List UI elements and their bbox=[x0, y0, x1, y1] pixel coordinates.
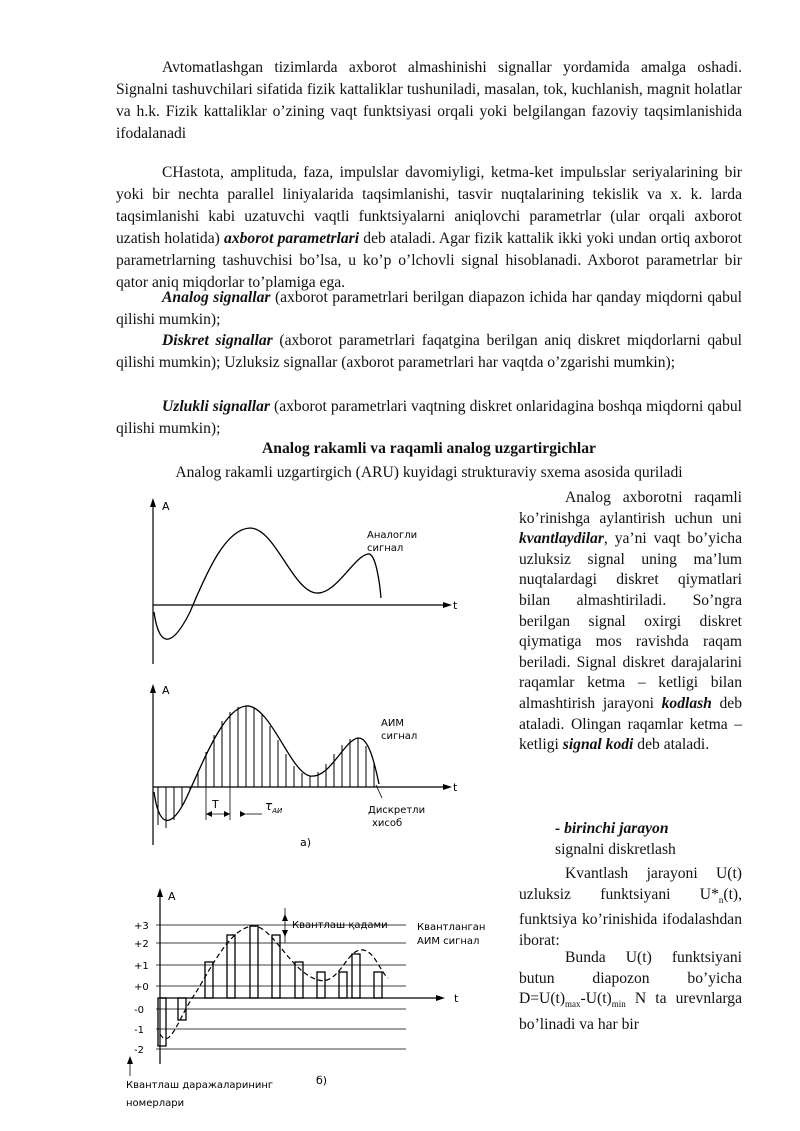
right-text-4m: -U(t) bbox=[580, 990, 612, 1008]
quantized-bar bbox=[158, 998, 166, 1046]
quantized-bar bbox=[339, 972, 347, 998]
step-arrow-up bbox=[282, 914, 288, 921]
right-text-1b: , ya’ni vaqt bo’yicha uzluksiz signal uning ma’lum nuqtalardagi diskret qiymatlari bilan almashtiriladi. So’ngra berilgan signal oxirgi diskret qiymatiga mos ravishda raqam beriladi. Signal diskret darajalarini raqamlar ketma – ketligi bilan almashtirish jarayoni bbox=[519, 530, 742, 712]
x-axis-label: t bbox=[453, 599, 458, 612]
period-arrowhead-right bbox=[224, 811, 230, 817]
term-birinchi-jarayon: birinchi jarayon bbox=[564, 820, 669, 837]
paragraph-parameters-text-a: CHastota, amplituda, faza, impulslar davomiyligi, ketma-ket impulьslar seriyalarining bir yoki bir nechta parallel liniyalarida taqsimlanishi, tasvir nuqtalarining tekislik va x. k. larda taqsimlanishi kabi uzatuvchi vaqtli funktsiyalarni aniqlovchi parametrlar (ular orqali axborot uzatish holatida) bbox=[116, 164, 742, 247]
level-label: +1 bbox=[134, 961, 149, 972]
right-text-4b: N ta urevnlarga bo’linadi va har bir bbox=[519, 990, 743, 1033]
x-axis-label: t bbox=[454, 992, 459, 1005]
quantized-bar bbox=[317, 972, 325, 998]
right-first-process bbox=[519, 819, 742, 860]
analog-signal-curve bbox=[154, 528, 381, 639]
tau-symbol: τ bbox=[265, 799, 273, 813]
step-arrow-down bbox=[282, 930, 288, 937]
dash: - bbox=[555, 820, 561, 837]
right-sub-n: n bbox=[718, 894, 724, 905]
right-text-2: signalni diskretlash bbox=[555, 840, 676, 858]
y-axis-label: A bbox=[162, 500, 170, 513]
period-arrowhead-left bbox=[206, 811, 212, 817]
paragraph-uzlukli bbox=[116, 396, 742, 440]
paragraph-intro: Avtomatlashgan tizimlarda axborot almashinishi signallar yordamida amalga oshadi. Signalni tashuvchilari sifatida fizik kattaliklar tushuniladi, masalan, tok, kuchlanish, magnit holatlar va h.k. Fizik kattaliklar o’zining vaqt funktsiyasi orqali yoki belgilangan fazoviy taqsimlanishida ifodalanadi bbox=[116, 59, 742, 142]
quantized-bar bbox=[205, 962, 213, 998]
level-label: -0 bbox=[134, 1005, 144, 1016]
right-text-1a: Analog axborotni raqamli ko’rinishga aylantirish uchun uni bbox=[519, 489, 742, 527]
quantized-label-2: АИМ сигнал bbox=[417, 936, 480, 947]
paragraph-diskret-text: (axborot parametrlari faqatgina berilgan aniq diskret miqdorlarni qabul qilishi mumkin); Uzluksiz signallar (axborot parametrlari har vaqtda o’zgarishi mumkin); bbox=[116, 332, 742, 371]
figure-analog-svg bbox=[120, 494, 480, 674]
step-label: Квантлаш қадами bbox=[292, 920, 388, 931]
levels-caption-1: Квантлаш даражаларининг bbox=[126, 1080, 274, 1091]
quantized-bar bbox=[352, 954, 360, 998]
levels-caption-2: номерлари bbox=[126, 1098, 185, 1109]
paragraph-analog-text: (axborot parametrlari berilgan diapazon ichida har qanday miqdorni qabul qilishi mumkin); bbox=[116, 289, 742, 328]
levels-pointer-arrow bbox=[127, 1056, 133, 1064]
y-axis-label: A bbox=[168, 890, 176, 903]
section-heading: Analog rakamli va raqamli analog uzgartirgichlar bbox=[262, 440, 596, 457]
discrete-label-1: Дискретли bbox=[368, 805, 426, 816]
tau-arrowhead bbox=[240, 811, 246, 817]
discrete-label-2: хисоб bbox=[372, 818, 403, 829]
figure-caption-a: а) bbox=[300, 836, 312, 849]
paragraph-diskret bbox=[116, 330, 742, 374]
period-label: T bbox=[212, 798, 219, 811]
right-kvantlash-paragraph bbox=[519, 864, 742, 951]
level-label: +0 bbox=[134, 982, 149, 993]
term-signal-kodi: signal kodi bbox=[562, 736, 634, 754]
aim-label-1: АИМ bbox=[381, 718, 404, 729]
x-axis-arrow bbox=[436, 995, 445, 1001]
term-axborot-parametrlari: axborot parametrlari bbox=[224, 230, 360, 247]
paragraph-parameters bbox=[116, 162, 742, 294]
figure-analog-signal bbox=[120, 494, 480, 679]
figure-quantized-svg bbox=[120, 884, 500, 1124]
x-axis-label: t bbox=[453, 781, 458, 794]
level-lines bbox=[156, 925, 406, 1049]
y-axis-label: A bbox=[162, 684, 170, 697]
figure-aim-svg bbox=[120, 680, 480, 850]
term-uzlukli-signallar: Uzlukli signallar bbox=[162, 398, 270, 415]
aim-label-2: сигнал bbox=[381, 731, 418, 742]
level-label: +2 bbox=[134, 939, 149, 950]
quantized-bar bbox=[374, 972, 382, 998]
term-analog-signallar: Analog signallar bbox=[162, 289, 271, 306]
figure-caption-b: б) bbox=[316, 1074, 328, 1087]
level-labels bbox=[134, 921, 149, 1056]
paragraph-parameters-text-b: deb ataladi. Agar fizik kattalik ikki yoki undan ortiq axborot parametrlarning tashuvchisi bo’lsa, u ko’p o’lchovli signal hisoblanadi. Axborot parametrlar bir qator aniq miqdorlar to’plamiga ega. bbox=[116, 230, 742, 291]
term-diskret-signallar: Diskret signallar bbox=[162, 332, 273, 349]
right-text-3: Kvantlash jarayoni U(t) uzluksiz funktsiyani U* bbox=[519, 865, 742, 903]
quantized-bar bbox=[250, 926, 258, 998]
analog-label-1: Аналогли bbox=[367, 530, 418, 541]
paragraph-analog bbox=[116, 287, 742, 331]
tau-label bbox=[265, 799, 283, 815]
right-text-3b: (t), funktsiya ko’rinishida ifodalashdan iborat: bbox=[519, 885, 742, 949]
right-text-4a: Bunda U(t) funktsiyani butun diapozon bo’yicha D=U(t) bbox=[519, 949, 742, 1008]
y-axis-arrow bbox=[150, 498, 156, 507]
y-axis-arrow bbox=[150, 684, 156, 693]
tau-subscript: АИ bbox=[272, 807, 283, 815]
term-kodlash: kodlash bbox=[661, 694, 712, 712]
level-label: +3 bbox=[134, 921, 149, 932]
figure-aim-signal bbox=[120, 680, 480, 855]
level-label: -2 bbox=[134, 1045, 144, 1056]
right-column-paragraph bbox=[519, 488, 742, 756]
right-sub-min: min bbox=[611, 999, 626, 1010]
level-label: -1 bbox=[134, 1025, 144, 1036]
figure-quantized-aim bbox=[120, 884, 500, 1129]
right-text-1d: deb ataladi. bbox=[637, 736, 710, 754]
y-axis-arrow bbox=[157, 888, 163, 897]
right-sub-max: max bbox=[565, 999, 581, 1010]
paragraph-uzlukli-text: (axborot parametrlari vaqtning diskret onlaridagina boshqa miqdorni qabul qilishi mumkin); bbox=[116, 398, 742, 437]
right-bunda-paragraph bbox=[519, 948, 742, 1035]
analog-label-2: сигнал bbox=[367, 543, 404, 554]
x-axis-arrow bbox=[443, 784, 452, 790]
quantized-label-1: Квантланган bbox=[417, 922, 486, 933]
right-text-1c: deb ataladi. Olingan raqamlar ketma – ketligi bbox=[519, 694, 743, 754]
section-subline: Analog rakamli uzgartirgich (ARU) kuyidagi strukturaviy sxema asosida quriladi bbox=[175, 464, 683, 481]
term-kvantlaydilar: kvantlaydilar bbox=[519, 530, 604, 548]
x-axis-arrow bbox=[443, 602, 452, 608]
quantized-bar bbox=[227, 935, 235, 998]
